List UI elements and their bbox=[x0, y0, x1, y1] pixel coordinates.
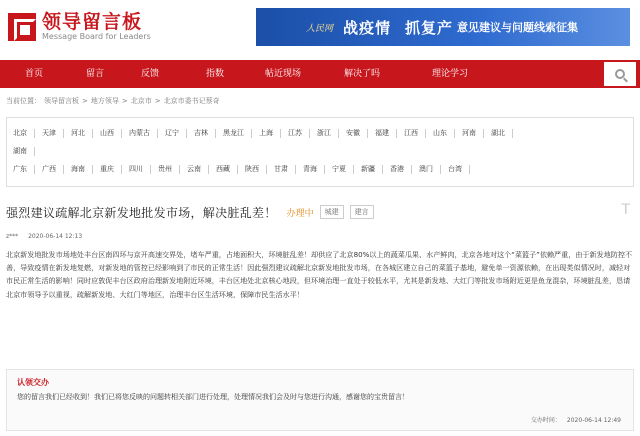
province-link[interactable]: 贵州 bbox=[151, 165, 180, 174]
province-row bbox=[13, 124, 627, 142]
province-link[interactable]: 湖北 bbox=[484, 129, 513, 138]
category-tag[interactable]: 城建 bbox=[320, 205, 344, 219]
logo-subtitle: Message Board for Leaders bbox=[42, 32, 151, 41]
province-link[interactable]: 西藏 bbox=[209, 165, 238, 174]
reply-time-value: 2020-06-14 12:49 bbox=[566, 417, 621, 424]
breadcrumb-item[interactable]: 北京市委书记蔡奇 bbox=[163, 97, 220, 105]
reply-time-label: 交办时间： bbox=[530, 417, 561, 424]
breadcrumb bbox=[6, 96, 223, 106]
message-title-row bbox=[6, 202, 634, 222]
reply-text: 您的留言我们已经收到！我们已将您反映的问题转相关部门进行处理，处理情况我们会及时与您进行沟通，感谢您的宝贵留言！ bbox=[17, 393, 409, 401]
province-link[interactable]: 香港 bbox=[383, 165, 412, 174]
province-link[interactable]: 北京 bbox=[13, 129, 35, 138]
nav-item-theory[interactable]: 理论学习 bbox=[431, 69, 468, 79]
message-time: 2020-06-14 12:13 bbox=[28, 233, 83, 240]
banner-slogan-1: 战疫情 bbox=[343, 18, 392, 37]
breadcrumb-item[interactable]: 北京市 bbox=[130, 97, 152, 105]
nav-item-index[interactable]: 指数 bbox=[205, 69, 224, 79]
province-link[interactable]: 山东 bbox=[426, 129, 455, 138]
message-author: z*** bbox=[6, 233, 19, 240]
province-row bbox=[13, 160, 627, 178]
province-link[interactable]: 黑龙江 bbox=[216, 129, 252, 138]
banner-slogan-2: 抓复产 bbox=[405, 18, 454, 37]
province-link[interactable]: 浙江 bbox=[310, 129, 339, 138]
province-link[interactable]: 河北 bbox=[64, 129, 93, 138]
reply-time bbox=[525, 415, 621, 424]
breadcrumb-item[interactable]: 地方领导 bbox=[90, 97, 119, 105]
nav-item-home[interactable]: 首页 bbox=[24, 69, 43, 79]
province-link[interactable]: 四川 bbox=[122, 165, 151, 174]
message-title: 强烈建议疏解北京新发地批发市场，解决脏乱差！ bbox=[6, 205, 277, 220]
search-button[interactable] bbox=[604, 62, 636, 86]
province-link[interactable]: 上海 bbox=[252, 129, 281, 138]
nav-item-messages[interactable]: 留言 bbox=[85, 69, 104, 79]
province-link[interactable]: 新疆 bbox=[354, 165, 383, 174]
province-link[interactable]: 陕西 bbox=[238, 165, 267, 174]
breadcrumb-label: 当前位置： bbox=[6, 97, 41, 105]
message-content: 北京新发地批发市场地处丰台区南四环与京开高速交界处，堵车严重，占地面积大，环境脏乱差！却供应了北京80%以上的蔬菜瓜果、水产鲜肉，北京各地对这个“菜篮子”依赖严重，由于新发地防控不善，导致疫情在新发地复燃，对新发地的管控已经影响到了市民的正常生活！因此强烈建议疏解北京新发地批发市场，在各城区建立自己的菜篮子基地，避免单一资源依赖，在出现类似情况时，减轻对市民正常生活的影响！同时应敦促丰台区政府治理新发地附近环境，丰台区地处北京核心地段，但环境治理一直处于较低水平，尤其是新发地、大红门等批发市场附近更是鱼龙混杂，环境脏乱差，恳请北京市领导予以重视，疏解新发地、大红门等地区，治理丰台区生活环境，保障市民生活水平！ bbox=[6, 250, 633, 299]
province-link[interactable]: 澳门 bbox=[412, 165, 441, 174]
province-link[interactable]: 辽宁 bbox=[158, 129, 187, 138]
province-link[interactable]: 安徽 bbox=[339, 129, 368, 138]
province-link[interactable]: 天津 bbox=[35, 129, 64, 138]
province-link[interactable]: 重庆 bbox=[93, 165, 122, 174]
breadcrumb-item[interactable]: 领导留言板 bbox=[44, 97, 79, 105]
campaign-banner[interactable] bbox=[256, 8, 630, 46]
province-link[interactable]: 广东 bbox=[13, 165, 35, 174]
province-selector bbox=[6, 117, 634, 187]
province-link[interactable]: 河南 bbox=[455, 129, 484, 138]
message-meta bbox=[6, 233, 90, 240]
province-link[interactable]: 青海 bbox=[296, 165, 325, 174]
banner-paper-name: 人民网 bbox=[306, 23, 334, 34]
font-size-icon[interactable]: T bbox=[621, 202, 630, 218]
breadcrumb-separator: > bbox=[121, 97, 128, 105]
province-link[interactable]: 福建 bbox=[368, 129, 397, 138]
province-link[interactable]: 山西 bbox=[93, 129, 122, 138]
status-badge: 办理中 bbox=[286, 208, 314, 219]
logo-title: 领导留言板 bbox=[42, 11, 143, 33]
type-tag[interactable]: 建言 bbox=[350, 205, 374, 219]
breadcrumb-separator: > bbox=[154, 97, 161, 105]
province-link[interactable]: 甘肃 bbox=[267, 165, 296, 174]
province-link[interactable]: 江苏 bbox=[281, 129, 310, 138]
province-link[interactable]: 广西 bbox=[35, 165, 64, 174]
reply-title: 认领交办 bbox=[17, 378, 49, 387]
province-link[interactable]: 云南 bbox=[180, 165, 209, 174]
site-logo[interactable] bbox=[8, 12, 151, 42]
main-nav bbox=[0, 60, 640, 88]
province-link[interactable]: 台湾 bbox=[441, 165, 470, 174]
banner-slogan-3: 意见建议与问题线索征集 bbox=[457, 21, 579, 34]
province-row bbox=[13, 142, 627, 160]
nav-item-onsite[interactable]: 帖近现场 bbox=[264, 69, 301, 79]
breadcrumb-separator: > bbox=[82, 97, 88, 105]
reply-box bbox=[6, 369, 634, 431]
province-link[interactable]: 内蒙古 bbox=[122, 129, 158, 138]
nav-item-feedback[interactable]: 反馈 bbox=[140, 69, 159, 79]
province-link[interactable]: 吉林 bbox=[187, 129, 216, 138]
logo-icon bbox=[8, 13, 36, 41]
province-link[interactable]: 宁夏 bbox=[325, 165, 354, 174]
search-icon bbox=[615, 69, 625, 79]
province-link[interactable]: 湖南 bbox=[13, 147, 35, 156]
site-header bbox=[0, 0, 640, 60]
nav-item-solved[interactable]: 解决了吗 bbox=[343, 69, 380, 79]
province-link[interactable]: 江西 bbox=[397, 129, 426, 138]
province-link[interactable]: 海南 bbox=[64, 165, 93, 174]
